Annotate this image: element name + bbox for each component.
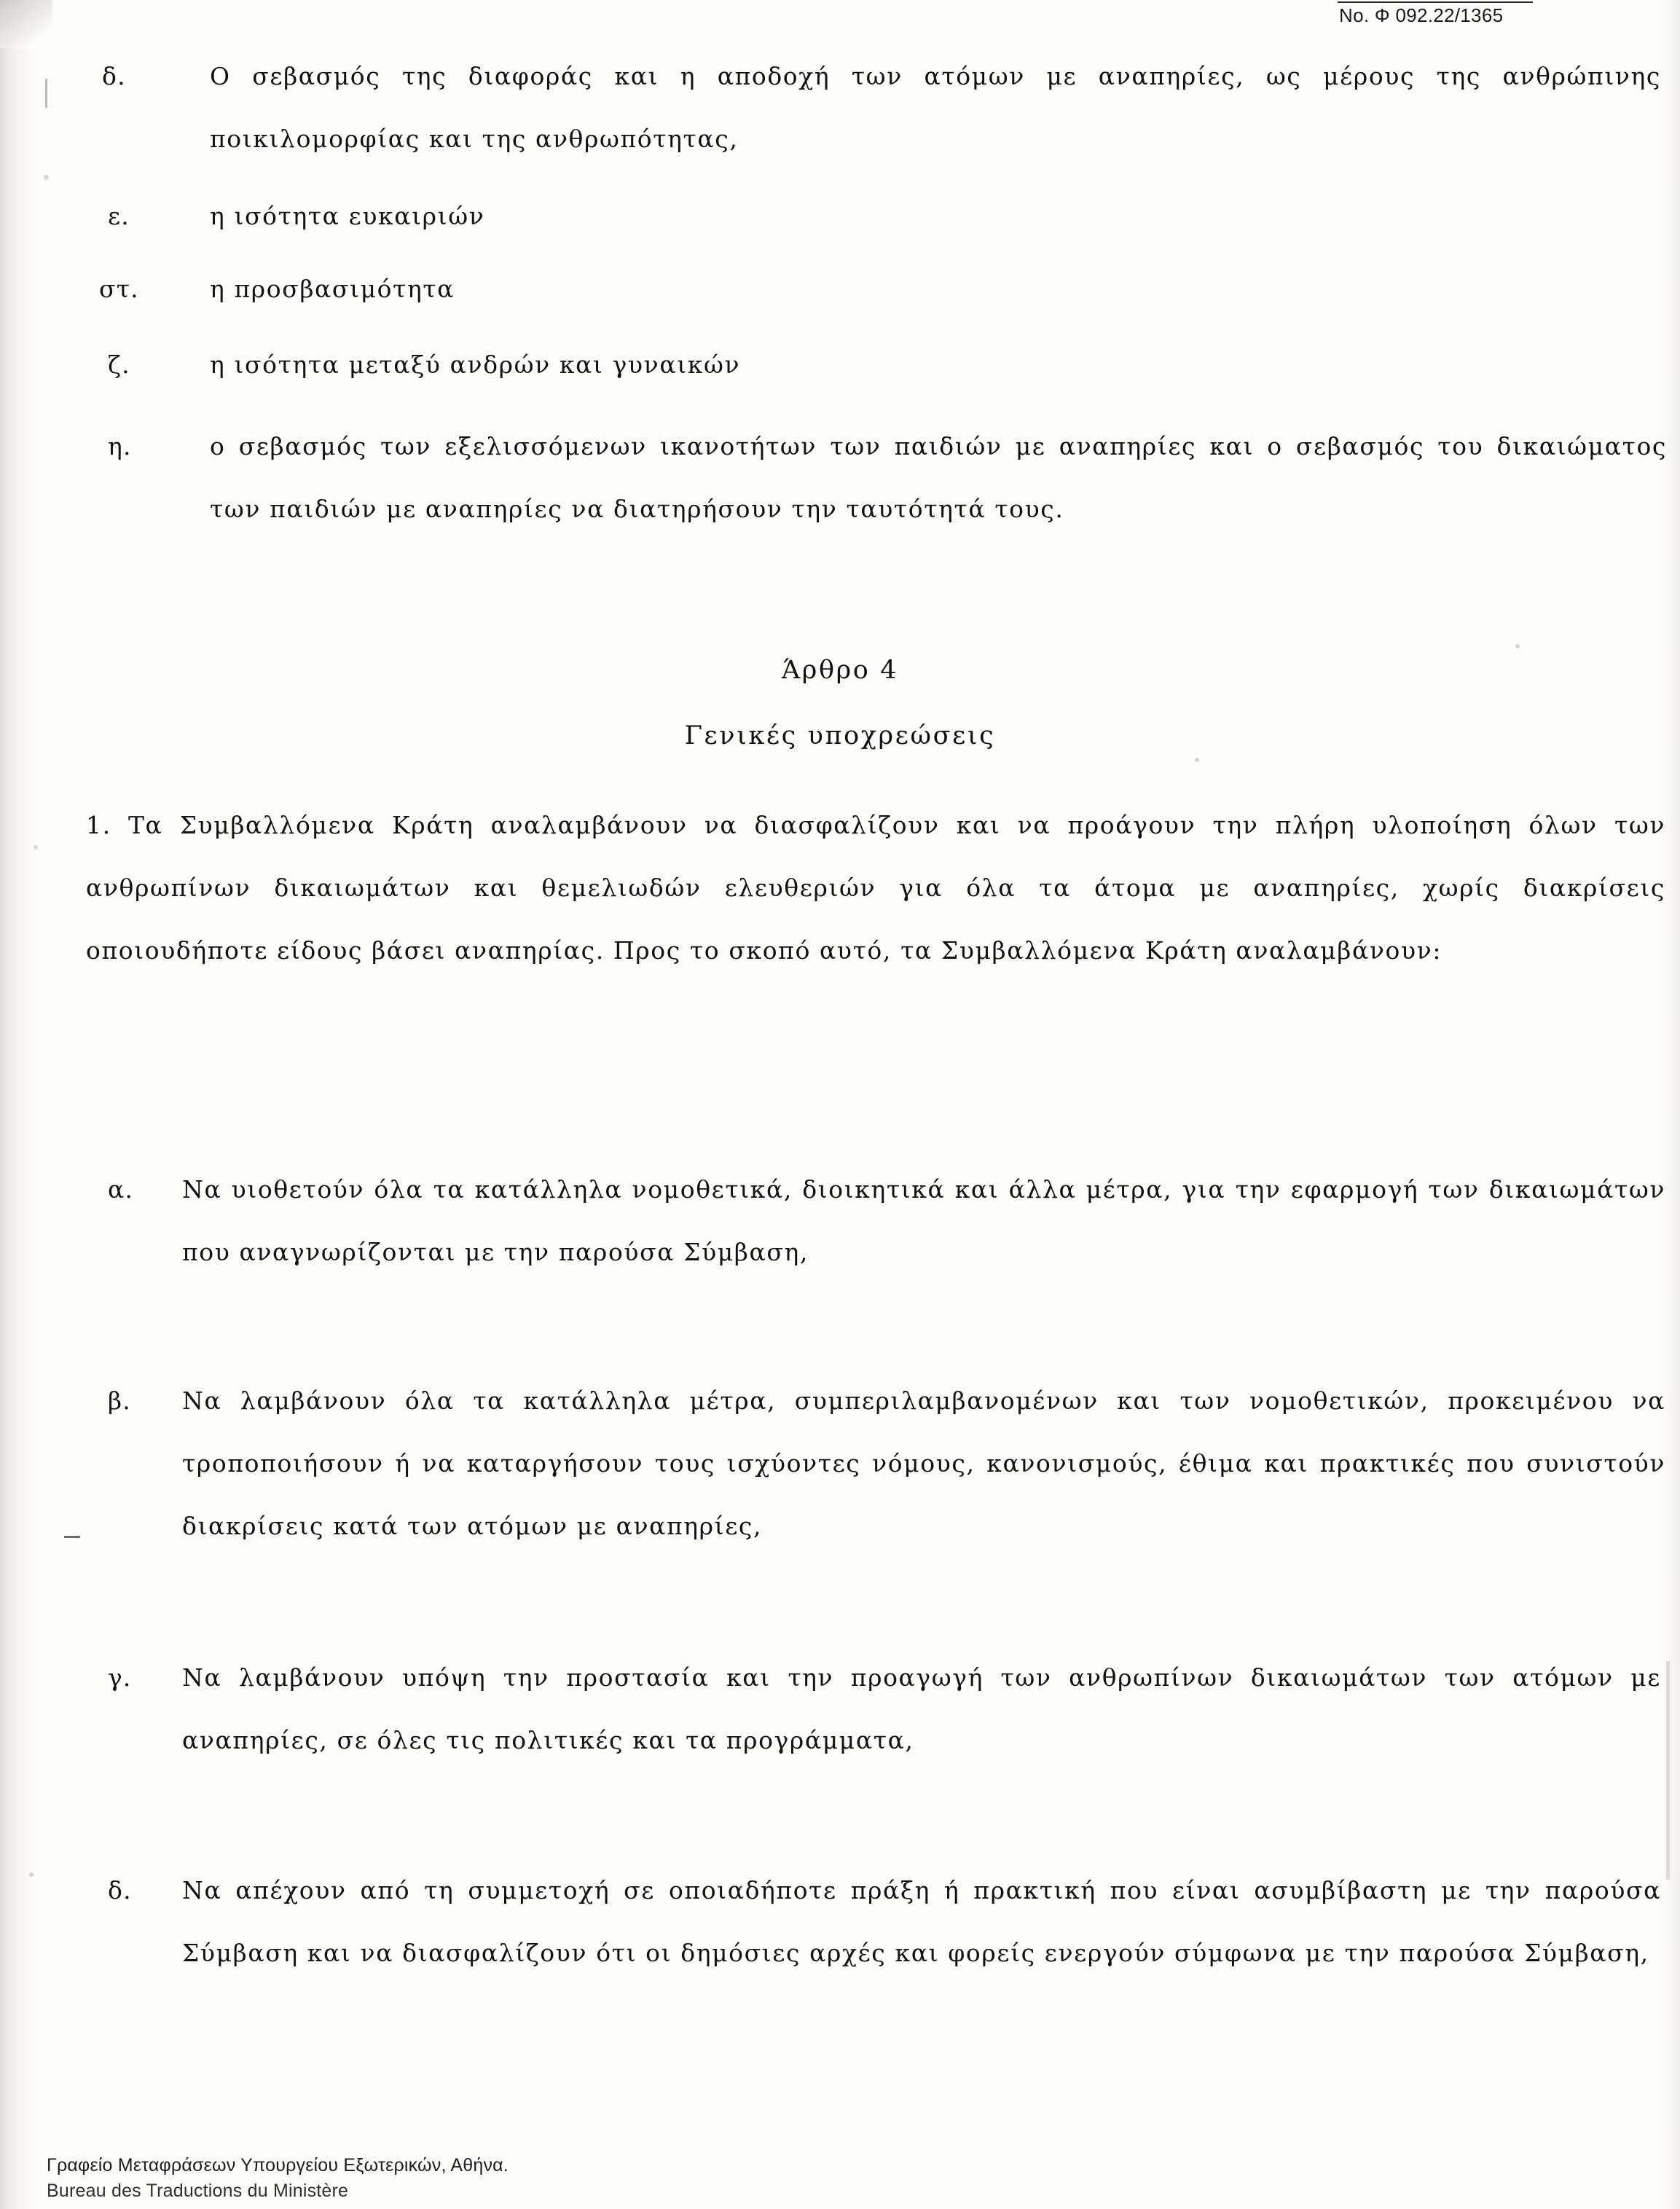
scan-dash bbox=[64, 1536, 80, 1538]
list-marker: γ. bbox=[108, 1663, 132, 1692]
list-item: Να λαμβάνουν όλα τα κατάλληλα μέτρα, συμπεριλαμβανομένων και των νομοθετικών, προκειμένου να τροποποιήσουν ή να καταργήσουν τους ισχύοντες νόμους, κανονισμούς, έθιμα και πρακτικές που συνιστούν διακρίσεις κατά των ατόμων με αναπηρίες, bbox=[182, 1386, 1665, 1540]
scan-speck bbox=[1195, 758, 1199, 762]
list-item: Να λαμβάνουν υπόψη την προστασία και την προαγωγή των ανθρωπίνων δικαιωμάτων των ατόμων με αναπηρίες, σε όλες τις πολιτικές και τα προγράμματα, bbox=[182, 1663, 1661, 1754]
list-item: ο σεβασμός των εξελισσόμενων ικανοτήτων των παιδιών με αναπηρίες και ο σεβασμός του δικαιώματος των παιδιών με αναπηρίες να διατηρήσουν την ταυτότητά τους. bbox=[210, 432, 1667, 523]
scan-speck bbox=[34, 845, 38, 850]
list-item: Ο σεβασμός της διαφοράς και η αποδοχή των ατόμων με αναπηρίες, ως μέρους της ανθρώπινης ποικιλομορφίας και της ανθρωπότητας, bbox=[210, 62, 1661, 153]
list-item: η ισότητα μεταξύ ανδρών και γυναικών bbox=[210, 350, 741, 379]
document-reference: Νο. Φ 092.22/1365 bbox=[1339, 4, 1504, 26]
reference-underline bbox=[1338, 1, 1533, 3]
list-item: η ισότητα ευκαιριών bbox=[210, 202, 485, 230]
list-marker: δ. bbox=[102, 62, 126, 90]
list-item: Να υιοθετούν όλα τα κατάλληλα νομοθετικά, διοικητικά και άλλα μέτρα, για την εφαρμογή των δικαιωμάτων που αναγνωρίζονται με την παρούσα Σύμβαση, bbox=[182, 1175, 1665, 1266]
scan-speck bbox=[1515, 644, 1520, 648]
list-marker: ε. bbox=[108, 202, 130, 230]
list-marker: η. bbox=[108, 432, 132, 460]
list-item: Να απέχουν από τη συμμετοχή σε οποιαδήποτε πράξη ή πρακτική που είναι ασυμβίβαστη με την παρούσα Σύμβαση και να διασφαλίζουν ότι οι δημόσιες αρχές και φορείς ενεργούν σύμφωνα με την παρούσα Σύμβαση, bbox=[182, 1876, 1661, 1967]
scan-dash bbox=[45, 79, 47, 108]
list-item: η προσβασιμότητα bbox=[210, 275, 455, 303]
scan-speck bbox=[44, 175, 49, 180]
list-marker: β. bbox=[108, 1386, 131, 1415]
list-marker: στ. bbox=[99, 275, 139, 303]
article-subtitle: Γενικές υποχρεώσεις bbox=[684, 721, 996, 750]
list-marker: δ. bbox=[108, 1876, 132, 1904]
list-marker: ζ. bbox=[108, 350, 130, 379]
footer-line-greek: Γραφείο Μεταφράσεων Υπουργείου Εξωτερικών, Αθήνα. bbox=[47, 2155, 509, 2175]
footer-line-french: Bureau des Traductions du Ministère bbox=[47, 2181, 349, 2201]
scan-speck bbox=[29, 1872, 34, 1877]
paragraph-1: 1. Τα Συμβαλλόμενα Κράτη αναλαμβάνουν να διασφαλίζουν και να προάγουν την πλήρη υλοποίηση όλων των ανθρωπίνων δικαιωμάτων και θεμελιωδών ελευθεριών για όλα τα άτομα με αναπηρίες, χωρίς διακρίσεις οποιουδήποτε είδους βάσει αναπηρίας. Προς το σκοπό αυτό, τα Συμβαλλόμενα Κράτη αναλαμβάνουν: bbox=[86, 811, 1665, 965]
footer-stamp bbox=[47, 2155, 994, 2202]
list-marker: α. bbox=[108, 1175, 134, 1204]
article-title: Άρθρο 4 bbox=[781, 656, 899, 685]
